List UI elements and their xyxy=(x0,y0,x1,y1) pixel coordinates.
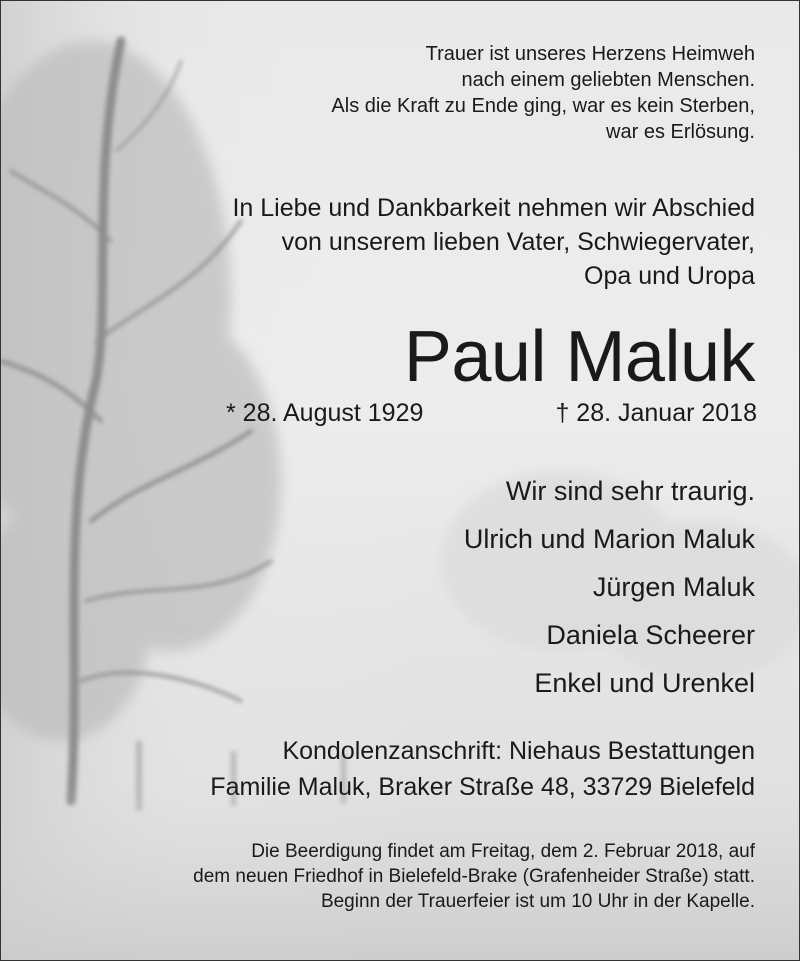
funeral-line: dem neuen Friedhof in Bielefeld-Brake (Grafenheider Straße) statt. xyxy=(193,866,755,887)
mourner-line: Ulrich und Marion Maluk xyxy=(463,524,755,554)
condolence-line: Familie Maluk, Braker Straße 48, 33729 Bielefeld xyxy=(210,773,755,801)
condolence-address xyxy=(210,733,755,805)
motto-verse xyxy=(331,41,755,145)
motto-line: nach einem geliebten Menschen. xyxy=(461,69,755,91)
farewell-intro xyxy=(232,191,755,293)
deceased-name: Paul Maluk xyxy=(403,317,755,397)
motto-line: Trauer ist unseres Herzens Heimweh xyxy=(425,43,755,65)
funeral-info xyxy=(193,839,755,914)
funeral-line: Beginn der Trauerfeier ist um 10 Uhr in der Kapelle. xyxy=(320,891,755,912)
mourner-line: Enkel und Urenkel xyxy=(534,668,755,698)
death-date: † 28. Januar 2018 xyxy=(555,399,757,427)
mourner-line: Wir sind sehr traurig. xyxy=(505,476,755,506)
motto-line: war es Erlösung. xyxy=(606,121,755,143)
funeral-line: Die Beerdigung findet am Freitag, dem 2. Februar 2018, auf xyxy=(251,841,755,862)
intro-line: von unserem lieben Vater, Schwiegervater, xyxy=(281,228,755,256)
intro-line: Opa und Uropa xyxy=(584,262,755,290)
mourners-list xyxy=(464,467,755,707)
life-dates xyxy=(1,399,800,433)
mourner-line: Daniela Scheerer xyxy=(546,620,755,650)
intro-line: In Liebe und Dankbarkeit nehmen wir Abschied xyxy=(232,194,755,222)
birth-date: * 28. August 1929 xyxy=(226,399,424,427)
mourner-line: Jürgen Maluk xyxy=(592,572,755,602)
condolence-line: Kondolenzanschrift: Niehaus Bestattungen xyxy=(282,737,755,765)
motto-line: Als die Kraft zu Ende ging, war es kein Sterben, xyxy=(331,95,755,117)
